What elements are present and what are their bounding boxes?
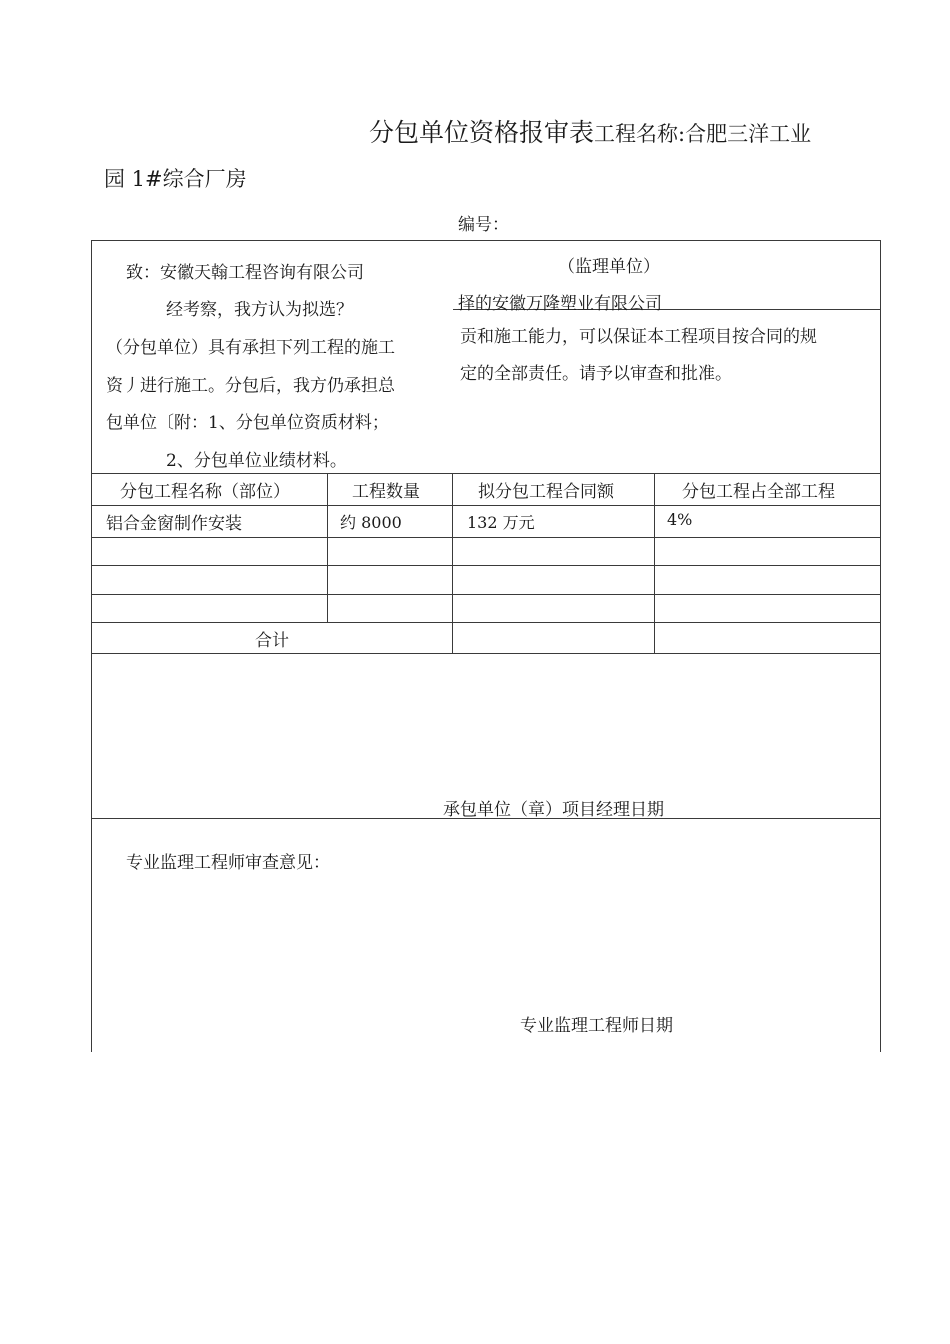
- frame-left: [91, 240, 92, 1052]
- col-line-1: [327, 473, 328, 622]
- row-line-1: [91, 505, 881, 506]
- row-line-header-top: [91, 473, 881, 474]
- form-title: [369, 113, 811, 149]
- col-line-3: [654, 473, 655, 653]
- form-title-main: 分包单位资格报审表: [369, 118, 595, 147]
- letter-line-1: 经考察，我方认为拟选？: [166, 300, 353, 320]
- row-line-5: [91, 622, 881, 623]
- frame-top: [91, 240, 881, 241]
- letter-line-3: 资丿进行施工。分包后，我方仍承担总: [106, 376, 395, 396]
- letter-line-2: （分包单位）具有承担下列工程的施工: [106, 338, 395, 358]
- project-name-prefix: 工程名称:合肥三洋工业: [594, 122, 812, 146]
- form-number-label: 编号：: [458, 215, 509, 235]
- frame-right: [880, 240, 881, 1052]
- row-line-3: [91, 565, 881, 566]
- col-line-2: [452, 473, 453, 653]
- letter-line-2-right: 贡和施工能力，可以保证本工程项目按合同的规: [460, 327, 817, 347]
- table-cell-name: 铝合金窗制作安装: [106, 514, 242, 534]
- row-line-2: [91, 537, 881, 538]
- project-name-cont: 园 1#综合厂房: [104, 167, 247, 191]
- table-header-quantity: 工程数量: [352, 482, 420, 502]
- letter-line-3-right: 定的全部责任。请予以审查和批准。: [460, 364, 732, 384]
- contractor-signature-line: 承包单位（章）项目经理日期: [443, 800, 664, 820]
- table-header-name: 分包工程名称（部位）: [120, 482, 290, 502]
- review-signature-line: 专业监理工程师日期: [520, 1016, 673, 1036]
- table-header-percent: 分包工程占全部工程: [682, 482, 835, 502]
- table-cell-quantity: 约 8000: [340, 513, 402, 532]
- table-total-label: 合计: [255, 631, 289, 651]
- table-cell-amount: 132 万元: [467, 513, 535, 532]
- letter-line-4: 包单位〔附：1、分包单位资质材料；: [106, 413, 389, 433]
- row-line-total: [91, 653, 881, 654]
- supervisor-label: （监理单位）: [558, 257, 660, 277]
- row-line-4: [91, 594, 881, 595]
- review-opinion-label: 专业监理工程师审查意见：: [126, 853, 330, 873]
- table-header-amount: 拟分包工程合同额: [478, 482, 614, 502]
- addressee-line: 致：安徽天翰工程咨询有限公司: [126, 263, 364, 283]
- letter-line-1-right: 择的安徽万隆塑业有限公司: [458, 294, 662, 314]
- letter-line-5: 2、分包单位业绩材料。: [166, 451, 347, 471]
- table-cell-percent: 4%: [667, 510, 693, 529]
